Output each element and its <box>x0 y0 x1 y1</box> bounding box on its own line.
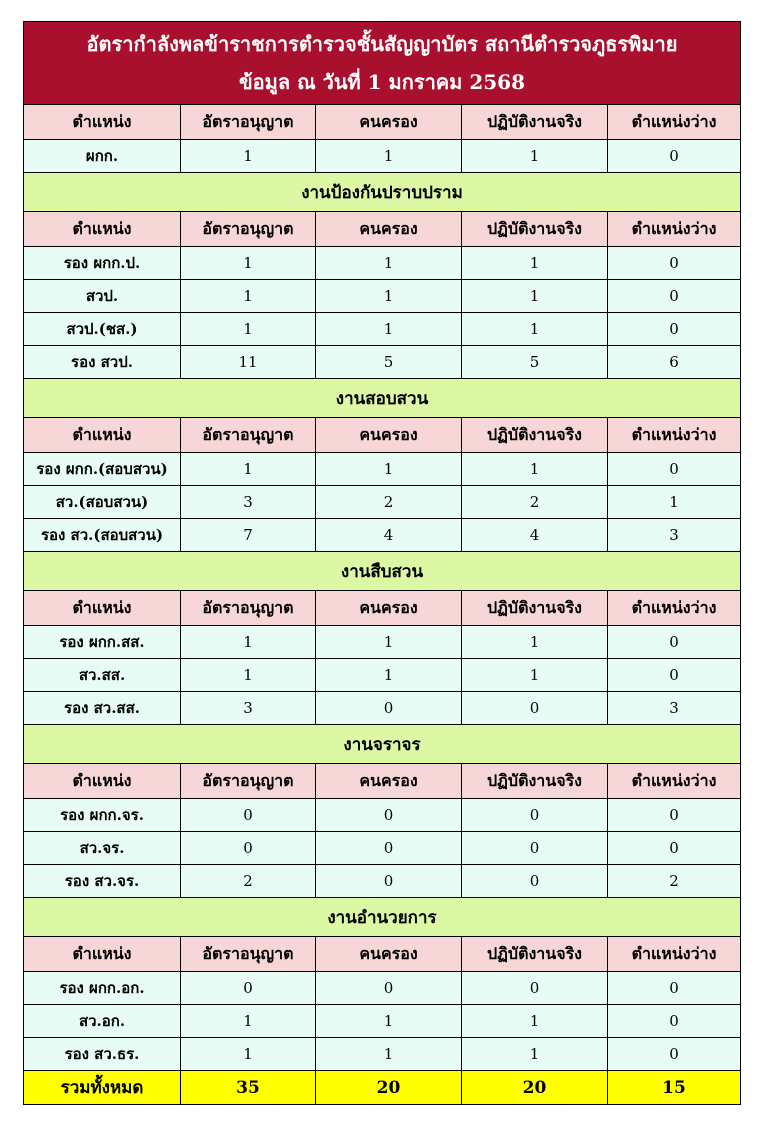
authorized-cell: 1 <box>181 626 316 659</box>
column-header: ตำแหน่ง <box>24 937 181 972</box>
occupied-cell: 1 <box>316 313 462 346</box>
column-header: ตำแหน่งว่าง <box>608 105 741 140</box>
column-header-row <box>24 212 741 247</box>
actual-cell: 0 <box>462 865 608 898</box>
column-header: คนครอง <box>316 591 462 626</box>
vacant-cell: 0 <box>608 799 741 832</box>
table-row <box>24 626 741 659</box>
title-line-1: อัตรากำลังพลข้าราชการตำรวจชั้นสัญญาบัตร สถานีตำรวจภูธรพิมาย <box>86 32 678 56</box>
column-header: ปฏิบัติงานจริง <box>462 212 608 247</box>
occupied-cell: 1 <box>316 1038 462 1071</box>
column-header: ปฏิบัติงานจริง <box>462 105 608 140</box>
column-header: ปฏิบัติงานจริง <box>462 418 608 453</box>
authorized-cell: 1 <box>181 453 316 486</box>
position-cell: สว.(สอบสวน) <box>24 486 181 519</box>
position-cell: สว.อก. <box>24 1005 181 1038</box>
table-row <box>24 1005 741 1038</box>
vacant-cell: 0 <box>608 832 741 865</box>
vacant-cell: 0 <box>608 280 741 313</box>
vacant-cell: 0 <box>608 972 741 1005</box>
section-title: งานป้องกันปราบปราม <box>24 173 741 212</box>
table-row <box>24 799 741 832</box>
occupied-cell: 0 <box>316 799 462 832</box>
column-header: คนครอง <box>316 937 462 972</box>
vacant-cell: 0 <box>608 659 741 692</box>
table-row <box>24 519 741 552</box>
staffing-document <box>23 21 740 1105</box>
table-row <box>24 453 741 486</box>
vacant-cell: 0 <box>608 140 741 173</box>
column-header: ตำแหน่งว่าง <box>608 418 741 453</box>
position-cell: รอง ผกก.อก. <box>24 972 181 1005</box>
position-cell: รอง สว.จร. <box>24 865 181 898</box>
column-header: ปฏิบัติงานจริง <box>462 591 608 626</box>
column-header: ปฏิบัติงานจริง <box>462 937 608 972</box>
column-header: คนครอง <box>316 212 462 247</box>
staffing-table <box>23 21 741 1105</box>
position-cell: สวป. <box>24 280 181 313</box>
authorized-cell: 7 <box>181 519 316 552</box>
table-row <box>24 346 741 379</box>
actual-cell: 1 <box>462 280 608 313</box>
table-title <box>24 22 741 105</box>
title-row <box>24 22 741 105</box>
column-header-row <box>24 937 741 972</box>
vacant-cell: 1 <box>608 486 741 519</box>
occupied-cell: 0 <box>316 972 462 1005</box>
column-header-row <box>24 105 741 140</box>
column-header-row <box>24 591 741 626</box>
occupied-cell: 1 <box>316 140 462 173</box>
column-header: ตำแหน่งว่าง <box>608 212 741 247</box>
column-header: อัตราอนุญาต <box>181 212 316 247</box>
occupied-cell: 0 <box>316 692 462 725</box>
vacant-cell: 15 <box>608 1071 741 1105</box>
occupied-cell: 1 <box>316 659 462 692</box>
position-cell: รวมทั้งหมด <box>24 1071 181 1105</box>
authorized-cell: 3 <box>181 692 316 725</box>
vacant-cell: 0 <box>608 1005 741 1038</box>
column-header: ตำแหน่งว่าง <box>608 591 741 626</box>
table-row <box>24 865 741 898</box>
table-row <box>24 313 741 346</box>
actual-cell: 1 <box>462 659 608 692</box>
actual-cell: 4 <box>462 519 608 552</box>
table-row <box>24 247 741 280</box>
column-header: อัตราอนุญาต <box>181 105 316 140</box>
authorized-cell: 3 <box>181 486 316 519</box>
authorized-cell: 1 <box>181 1005 316 1038</box>
occupied-cell: 0 <box>316 832 462 865</box>
authorized-cell: 2 <box>181 865 316 898</box>
position-cell: รอง ผกก.สส. <box>24 626 181 659</box>
authorized-cell: 1 <box>181 1038 316 1071</box>
column-header: ตำแหน่ง <box>24 105 181 140</box>
section-title: งานสอบสวน <box>24 379 741 418</box>
actual-cell: 20 <box>462 1071 608 1105</box>
column-header: อัตราอนุญาต <box>181 591 316 626</box>
column-header: ตำแหน่ง <box>24 418 181 453</box>
position-cell: รอง สว.(สอบสวน) <box>24 519 181 552</box>
column-header: อัตราอนุญาต <box>181 937 316 972</box>
column-header: อัตราอนุญาต <box>181 764 316 799</box>
authorized-cell: 0 <box>181 799 316 832</box>
actual-cell: 0 <box>462 832 608 865</box>
table-row <box>24 140 741 173</box>
authorized-cell: 1 <box>181 313 316 346</box>
actual-cell: 0 <box>462 692 608 725</box>
table-row <box>24 486 741 519</box>
authorized-cell: 0 <box>181 972 316 1005</box>
position-cell: สว.จร. <box>24 832 181 865</box>
authorized-cell: 1 <box>181 280 316 313</box>
vacant-cell: 0 <box>608 453 741 486</box>
column-header-row <box>24 764 741 799</box>
occupied-cell: 20 <box>316 1071 462 1105</box>
section-title: งานจราจร <box>24 725 741 764</box>
actual-cell: 1 <box>462 1038 608 1071</box>
vacant-cell: 3 <box>608 519 741 552</box>
column-header: ตำแหน่งว่าง <box>608 937 741 972</box>
occupied-cell: 1 <box>316 626 462 659</box>
position-cell: สวป.(ชส.) <box>24 313 181 346</box>
vacant-cell: 6 <box>608 346 741 379</box>
vacant-cell: 0 <box>608 247 741 280</box>
title-line-2: ข้อมูล ณ วันที่ 1 มกราคม 2568 <box>239 70 525 94</box>
authorized-cell: 11 <box>181 346 316 379</box>
table-row <box>24 972 741 1005</box>
vacant-cell: 3 <box>608 692 741 725</box>
vacant-cell: 0 <box>608 626 741 659</box>
position-cell: สว.สส. <box>24 659 181 692</box>
authorized-cell: 1 <box>181 247 316 280</box>
authorized-cell: 1 <box>181 140 316 173</box>
actual-cell: 1 <box>462 140 608 173</box>
section-row <box>24 173 741 212</box>
column-header: ตำแหน่ง <box>24 591 181 626</box>
table-row <box>24 832 741 865</box>
occupied-cell: 1 <box>316 247 462 280</box>
column-header: อัตราอนุญาต <box>181 418 316 453</box>
position-cell: รอง ผกก.ป. <box>24 247 181 280</box>
column-header: ตำแหน่ง <box>24 764 181 799</box>
section-row <box>24 379 741 418</box>
actual-cell: 1 <box>462 453 608 486</box>
occupied-cell: 2 <box>316 486 462 519</box>
column-header: ตำแหน่งว่าง <box>608 764 741 799</box>
column-header: คนครอง <box>316 764 462 799</box>
occupied-cell: 4 <box>316 519 462 552</box>
section-row <box>24 898 741 937</box>
column-header: คนครอง <box>316 418 462 453</box>
section-row <box>24 552 741 591</box>
vacant-cell: 2 <box>608 865 741 898</box>
occupied-cell: 0 <box>316 865 462 898</box>
table-row <box>24 1038 741 1071</box>
table-row <box>24 659 741 692</box>
actual-cell: 2 <box>462 486 608 519</box>
occupied-cell: 1 <box>316 280 462 313</box>
authorized-cell: 1 <box>181 659 316 692</box>
actual-cell: 5 <box>462 346 608 379</box>
authorized-cell: 35 <box>181 1071 316 1105</box>
actual-cell: 1 <box>462 1005 608 1038</box>
position-cell: รอง ผกก.จร. <box>24 799 181 832</box>
actual-cell: 1 <box>462 313 608 346</box>
column-header-row <box>24 418 741 453</box>
authorized-cell: 0 <box>181 832 316 865</box>
table-row <box>24 692 741 725</box>
actual-cell: 0 <box>462 972 608 1005</box>
vacant-cell: 0 <box>608 1038 741 1071</box>
position-cell: รอง สว.ธร. <box>24 1038 181 1071</box>
total-row <box>24 1071 741 1105</box>
position-cell: ผกก. <box>24 140 181 173</box>
position-cell: รอง สวป. <box>24 346 181 379</box>
column-header: ปฏิบัติงานจริง <box>462 764 608 799</box>
actual-cell: 0 <box>462 799 608 832</box>
actual-cell: 1 <box>462 626 608 659</box>
section-title: งานอำนวยการ <box>24 898 741 937</box>
actual-cell: 1 <box>462 247 608 280</box>
section-title: งานสืบสวน <box>24 552 741 591</box>
column-header: คนครอง <box>316 105 462 140</box>
position-cell: รอง ผกก.(สอบสวน) <box>24 453 181 486</box>
occupied-cell: 1 <box>316 1005 462 1038</box>
position-cell: รอง สว.สส. <box>24 692 181 725</box>
table-row <box>24 280 741 313</box>
occupied-cell: 5 <box>316 346 462 379</box>
vacant-cell: 0 <box>608 313 741 346</box>
section-row <box>24 725 741 764</box>
column-header: ตำแหน่ง <box>24 212 181 247</box>
occupied-cell: 1 <box>316 453 462 486</box>
